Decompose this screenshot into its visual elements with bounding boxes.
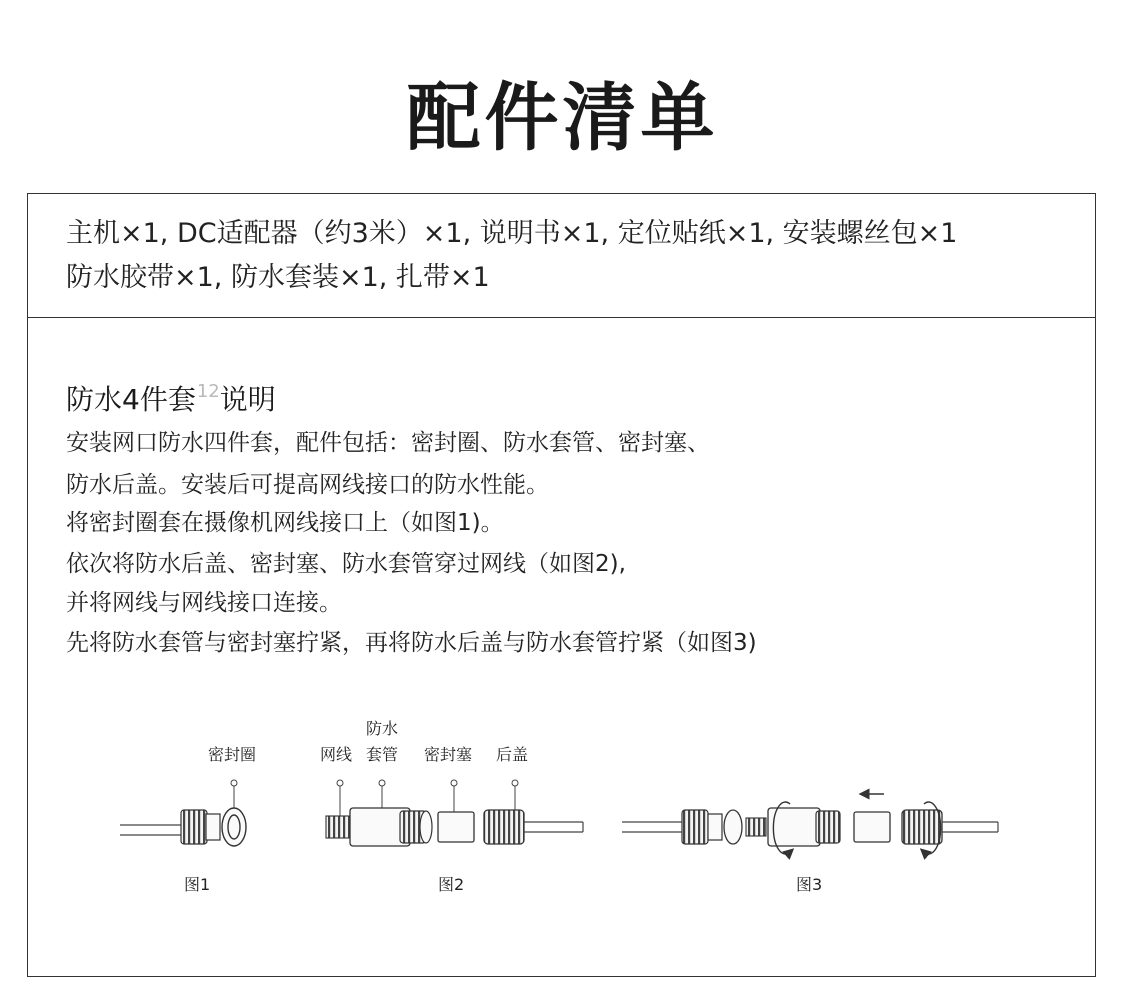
figure-1	[120, 745, 256, 894]
fig2-back-cap	[484, 810, 524, 844]
fig1-connector-neck	[206, 814, 220, 840]
label-seal-ring: 密封圈	[208, 745, 257, 764]
fig1-cable	[120, 825, 183, 835]
figure-2	[320, 719, 583, 894]
installation-diagram	[28, 704, 1097, 924]
fig2-cable-plug	[326, 816, 350, 838]
section-heading	[66, 372, 276, 420]
label-cable: 网线	[320, 745, 353, 764]
instruction-line-5: 并将网线与网线接口连接。	[66, 590, 342, 616]
instruction-line-6: 先将防水套管与密封塞拧紧，再将防水后盖与防水套管拧紧（如图3)	[66, 630, 757, 656]
section-divider	[28, 317, 1095, 318]
instruction-line-3: 将密封圈套在摄像机网线接口上（如图1)。	[66, 510, 504, 536]
label-plug: 密封塞	[424, 745, 473, 764]
installation-figures	[28, 704, 1097, 924]
section-heading-main: 防水4件套	[66, 383, 196, 416]
accessory-list-line-1: 主机×1, DC适配器（约3米）×1, 说明书×1, 定位贴纸×1, 安装螺丝包×1	[66, 218, 958, 249]
instruction-line-2: 防水后盖。安装后可提高网线接口的防水性能。	[66, 472, 549, 498]
label-cap: 后盖	[496, 745, 529, 764]
accessory-box	[27, 193, 1096, 977]
label-sleeve-top: 防水	[366, 719, 399, 738]
fig1-seal-ring	[222, 808, 246, 846]
section-heading-suffix: 说明	[219, 383, 276, 416]
callout-dot	[231, 780, 237, 786]
figure-3-caption: 图3	[796, 875, 823, 894]
figure-1-caption: 图1	[184, 875, 211, 894]
instruction-line-4: 依次将防水后盖、密封塞、防水套管穿过网线（如图2),	[66, 551, 626, 577]
fig2-seal-plug	[438, 812, 474, 842]
page-title: 配件清单	[406, 75, 719, 161]
figure-2-caption: 图2	[438, 875, 465, 894]
instruction-line-1: 安装网口防水四件套，配件包括：密封圈、防水套管、密封塞、	[66, 430, 710, 456]
figure-3	[622, 794, 998, 894]
fig3-seal-plug	[854, 812, 890, 842]
accessory-list-line-2: 防水胶带×1, 防水套装×1, 扎带×1	[66, 262, 490, 293]
fig1-connector-body	[181, 810, 207, 844]
fig3-back-cap	[902, 810, 942, 844]
section-heading-superscript: 12	[196, 381, 220, 402]
label-sleeve-bottom: 套管	[366, 745, 399, 764]
